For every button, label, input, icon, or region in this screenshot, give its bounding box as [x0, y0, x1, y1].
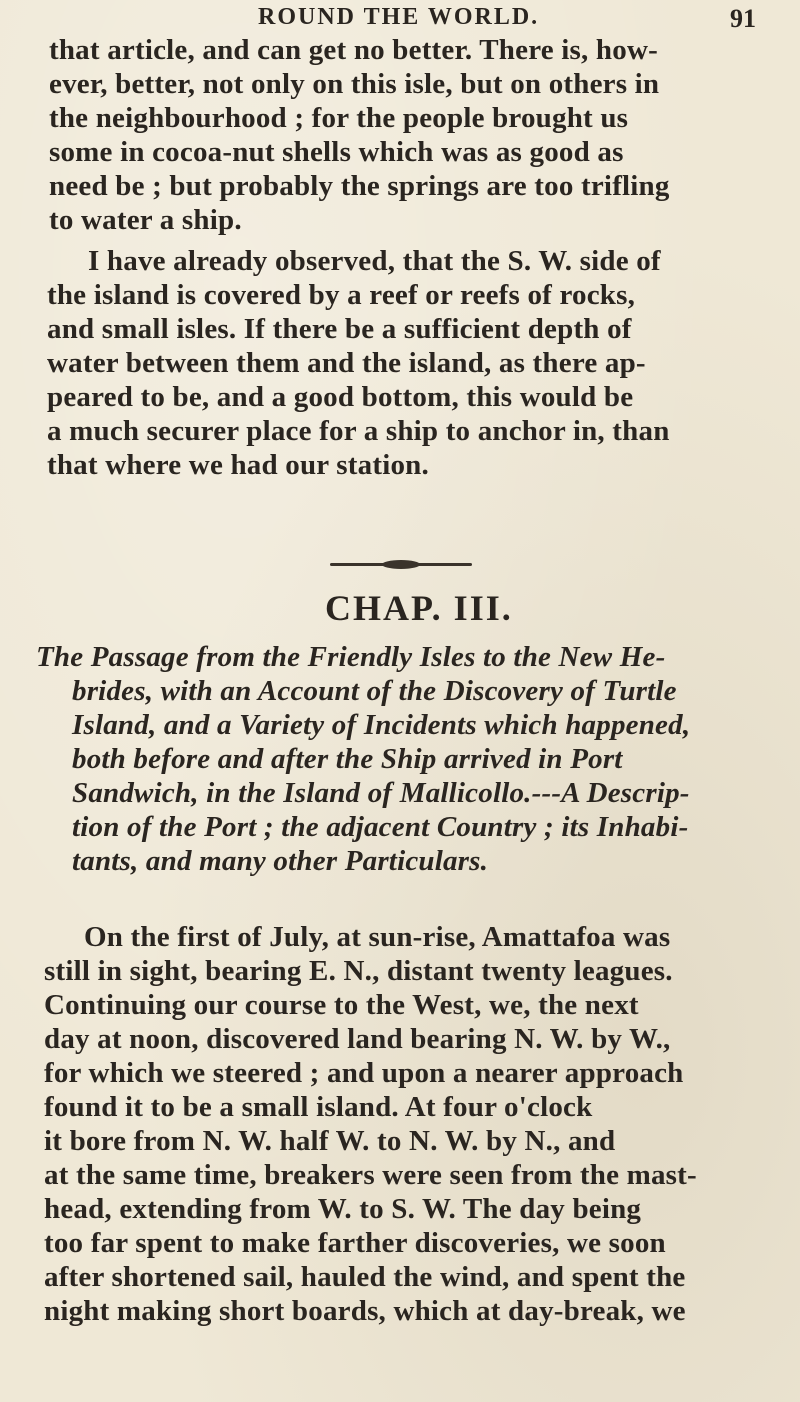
summary-line: Sandwich, in the Island of Mallicollo.---A Descrip-: [72, 777, 690, 809]
text-line: ever, better, not only on this isle, but on others in: [49, 68, 660, 100]
text-line: some in cocoa-nut shells which was as good as: [49, 136, 624, 168]
summary-line: tants, and many other Particulars.: [72, 845, 489, 877]
text-line: too far spent to make farther discoveries, we soon: [44, 1227, 666, 1259]
text-line: after shortened sail, hauled the wind, and spent the: [44, 1261, 686, 1293]
text-line: still in sight, bearing E. N., distant twenty leagues.: [44, 955, 673, 987]
running-head: ROUND THE WORLD.: [258, 4, 540, 30]
summary-line: brides, with an Account of the Discovery of Turtle: [72, 675, 677, 707]
text-line: at the same time, breakers were seen from the mast-: [44, 1159, 697, 1191]
text-line: to water a ship.: [49, 204, 242, 236]
text-line: head, extending from W. to S. W. The day being: [44, 1193, 642, 1225]
text-line: Continuing our course to the West, we, the next: [44, 989, 639, 1021]
text-line: I have already observed, that the S. W. side of: [88, 245, 661, 277]
text-line: for which we steered ; and upon a nearer approach: [44, 1057, 684, 1089]
page-header: [0, 2, 800, 36]
text-line: day at noon, discovered land bearing N. W. by W.,: [44, 1023, 671, 1055]
summary-line: both before and after the Ship arrived in Port: [72, 743, 623, 775]
text-line: night making short boards, which at day-break, we: [44, 1295, 686, 1327]
text-line: that article, and can get no better. There is, how-: [49, 34, 658, 66]
page-number: 91: [730, 4, 756, 33]
text-line: water between them and the island, as there ap-: [47, 347, 646, 379]
text-line: the neighbourhood ; for the people brought us: [49, 102, 629, 134]
section-divider: [330, 563, 472, 566]
summary-line: The Passage from the Friendly Isles to the New He-: [36, 641, 666, 673]
text-line: need be ; but probably the springs are too trifling: [49, 170, 670, 202]
text-line: peared to be, and a good bottom, this would be: [47, 381, 634, 413]
summary-line: tion of the Port ; the adjacent Country ; its Inhabi-: [72, 811, 689, 843]
text-line: found it to be a small island. At four o'clock: [44, 1091, 593, 1123]
chapter-heading: CHAP. III.: [325, 588, 513, 628]
text-line: that where we had our station.: [47, 449, 429, 481]
text-line: the island is covered by a reef or reefs of rocks,: [47, 279, 636, 311]
text-line: and small isles. If there be a sufficient depth of: [47, 313, 632, 345]
summary-line: Island, and a Variety of Incidents which happened,: [72, 709, 691, 741]
text-line: it bore from N. W. half W. to N. W. by N., and: [44, 1125, 616, 1157]
text-line: On the first of July, at sun-rise, Amattafoa was: [84, 921, 671, 953]
text-line: a much securer place for a ship to anchor in, than: [47, 415, 670, 447]
